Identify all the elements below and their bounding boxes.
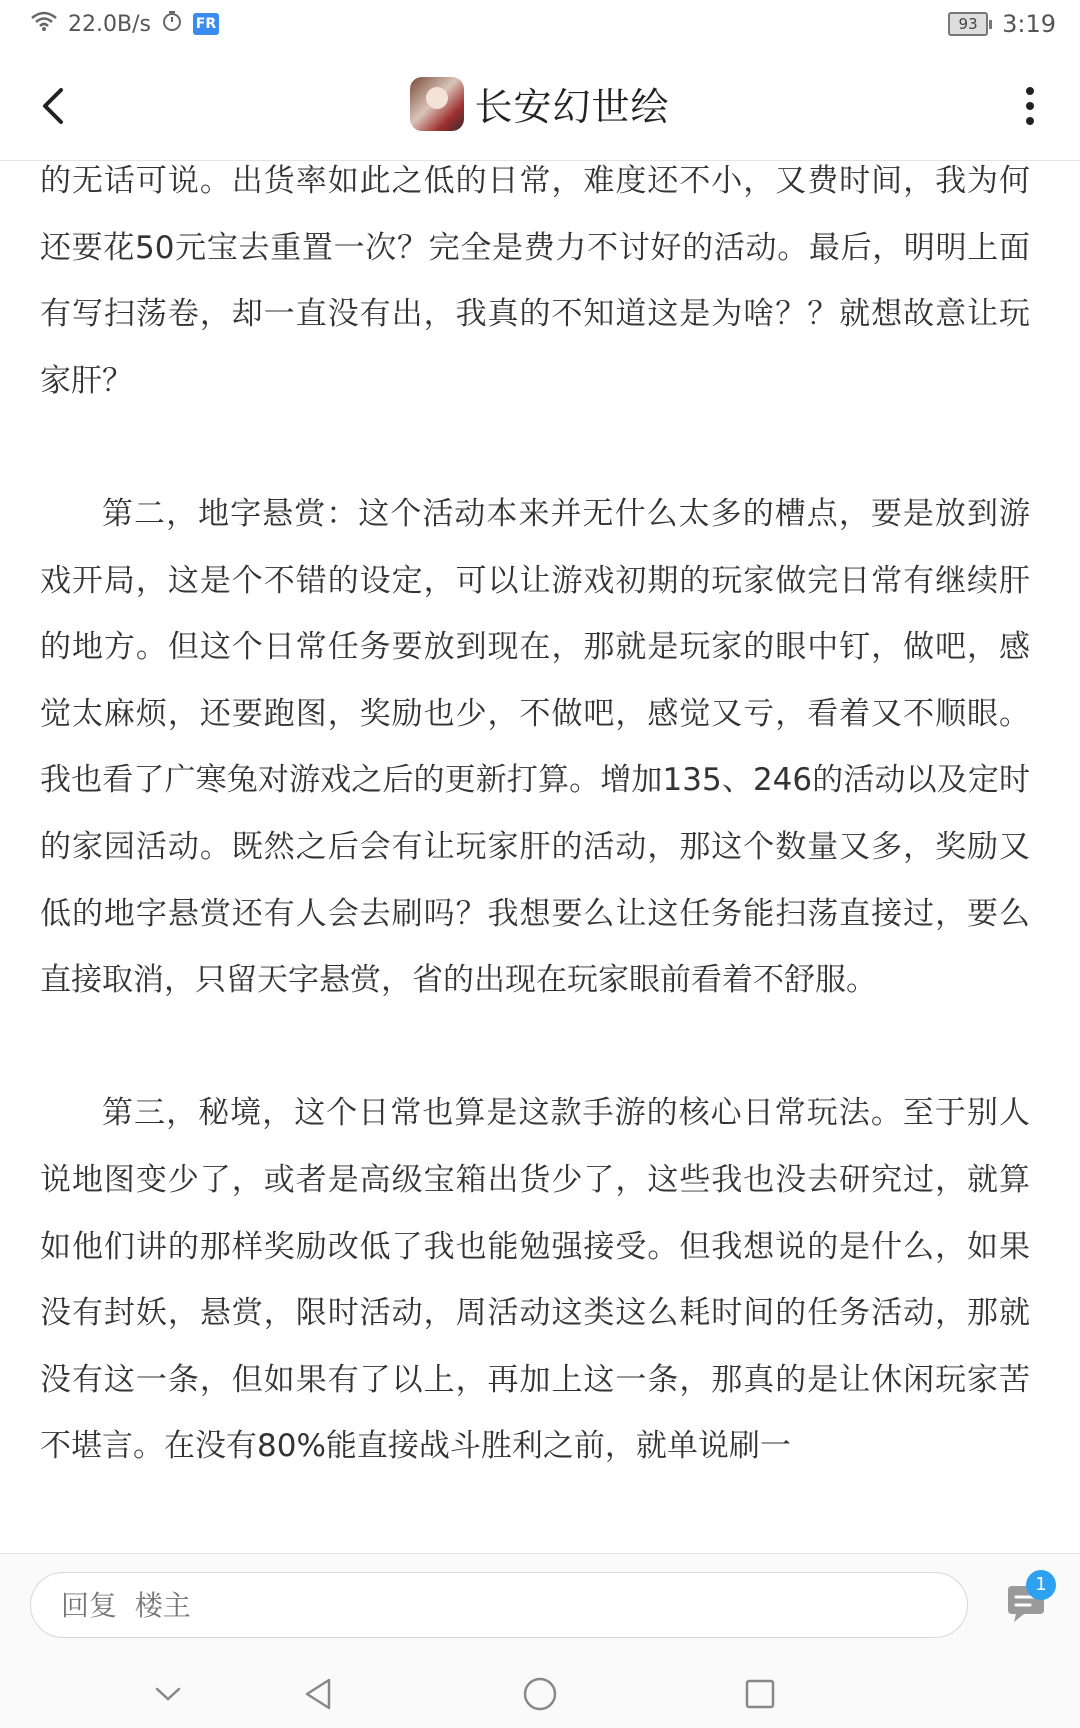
timer-icon	[161, 10, 183, 38]
system-nav-bar	[0, 1656, 1080, 1728]
nav-back-button[interactable]	[294, 1670, 342, 1718]
app-header	[0, 52, 1080, 161]
back-triangle-icon	[301, 1676, 335, 1712]
status-bar	[0, 0, 1080, 52]
article-paragraph: 的无话可说。出货率如此之低的日常，难度还不小，又费时间，我为何还要花50元宝去重置一次？完全是费力不讨好的活动。最后，明明上面有写扫荡卷，却一直没有出，我真的不知道这是为啥？？就想故意让玩家肝？	[40, 163, 1030, 399]
wifi-icon	[30, 10, 58, 38]
chevron-down-icon	[153, 1684, 183, 1704]
reply-bar	[0, 1553, 1080, 1657]
battery-level: 93	[948, 12, 988, 36]
network-speed: 22.0B/s	[68, 11, 151, 37]
nav-recents-button[interactable]	[736, 1670, 784, 1718]
article-paragraph: 第三，秘境，这个日常也算是这款手游的核心日常玩法。至于别人说地图变少了，或者是高级宝箱出货少了，这些我也没去研究过，就算如他们讲的那样奖励改低了我也能勉强接受。但我想说的是什么，如果没有封妖，悬赏，限时活动，周活动这类这么耗时间的任务活动，那就没有这一条，但如果有了以上，再加上这一条，那真的是让休闲玩家苦不堪言。在没有80%能直接战斗胜利之前，就单说刷一	[40, 1095, 1030, 1465]
status-left	[30, 10, 219, 38]
battery-icon	[948, 12, 992, 36]
app-logo	[410, 77, 464, 131]
reply-input[interactable]	[30, 1572, 968, 1638]
title-wrap	[0, 76, 1080, 131]
page-title: 长安幻世绘	[474, 85, 670, 129]
more-vertical-icon-dot	[1026, 87, 1034, 95]
home-circle-icon	[522, 1676, 558, 1712]
hide-keyboard-button[interactable]	[144, 1670, 192, 1718]
article-body	[40, 160, 1030, 1553]
paragraph-gap	[40, 414, 1030, 481]
more-vertical-icon-dot	[1026, 102, 1034, 110]
battery-tip	[989, 20, 992, 29]
more-vertical-icon-dot	[1026, 117, 1034, 125]
status-right	[948, 10, 1056, 38]
comment-count-badge: 1	[1026, 1570, 1056, 1600]
nav-home-button[interactable]	[516, 1670, 564, 1718]
article-paragraph: 第二，地字悬赏：这个活动本来并无什么太多的槽点，要是放到游戏开局，这是个不错的设定，可以让游戏初期的玩家做完日常有继续肝的地方。但这个日常任务要放到现在，那就是玩家的眼中钉，做吧，感觉太麻烦，还要跑图，奖励也少，不做吧，感觉又亏，看着又不顺眼。我也看了广寒兔对游戏之后的更新打算。增加135、246的活动以及定时的家园活动。既然之后会有让玩家肝的活动，那这个数量又多，奖励又低的地字悬赏还有人会去刷吗？我想要么让这任务能扫荡直接过，要么直接取消，只留天字悬赏，省的出现在玩家眼前看着不舒服。	[40, 495, 1030, 999]
fr-badge-icon: FR	[193, 13, 219, 35]
more-button[interactable]	[1010, 78, 1050, 134]
clock-time: 3:19	[1002, 10, 1056, 38]
paragraph-gap	[40, 1014, 1030, 1081]
recents-square-icon	[743, 1677, 777, 1711]
